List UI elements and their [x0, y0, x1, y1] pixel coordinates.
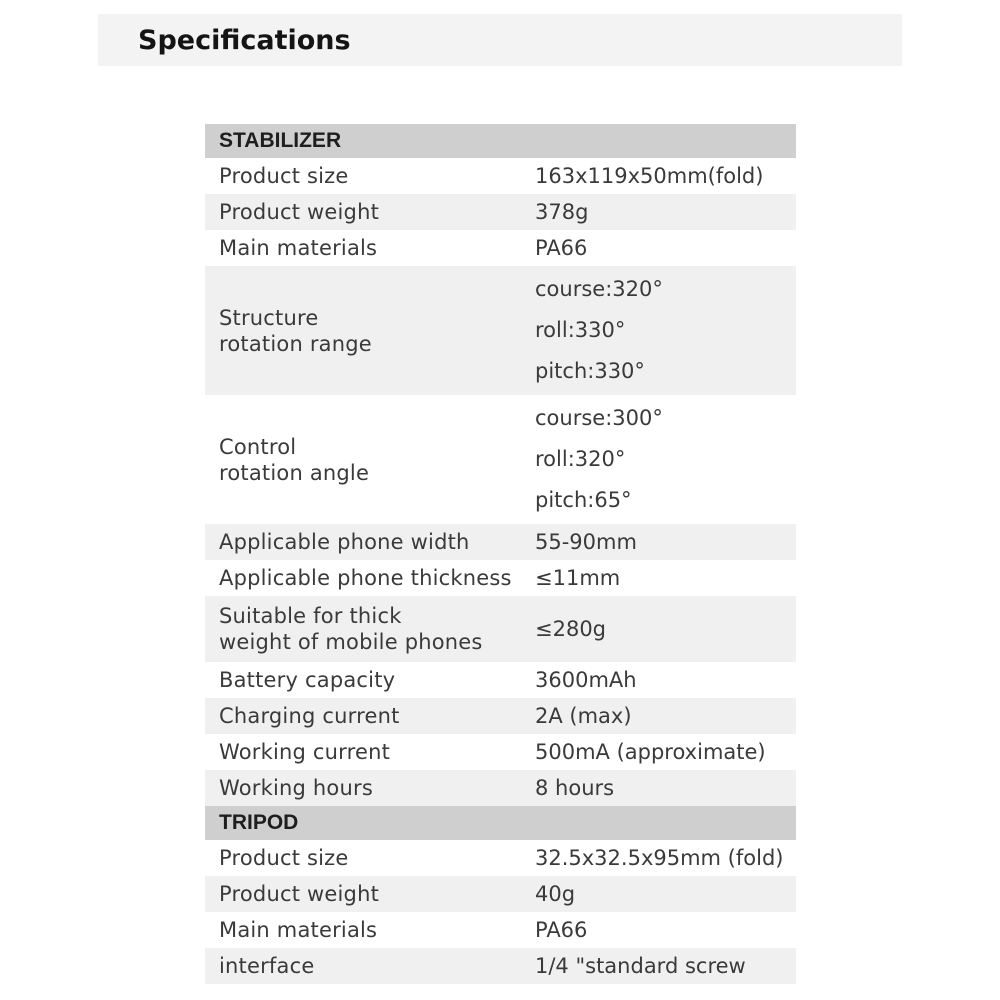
section-heading-stabilizer: STABILIZER: [205, 124, 796, 158]
spec-value: 32.5x32.5x95mm (fold): [535, 846, 784, 870]
spec-row: [205, 698, 796, 734]
spec-label: Product size: [219, 164, 349, 188]
spec-value: 3600mAh: [535, 668, 637, 692]
spec-row: [205, 840, 796, 876]
spec-row: [205, 734, 796, 770]
spec-value: pitch:65°: [535, 488, 632, 512]
spec-value-list: [535, 269, 796, 392]
spec-value: ≤11mm: [535, 566, 621, 590]
spec-label: Main materials: [219, 236, 378, 260]
spec-value: 378g: [535, 200, 589, 224]
spec-value: roll:320°: [535, 447, 626, 471]
spec-value: 1/4 "standard screw: [535, 954, 746, 978]
spec-label: interface: [219, 954, 315, 978]
spec-label: Product weight: [219, 200, 380, 224]
spec-label: Charging current: [219, 704, 400, 728]
spec-row: [205, 560, 796, 596]
spec-label: Working hours: [219, 776, 373, 800]
spec-value: 55-90mm: [535, 530, 637, 554]
spec-value: 2A (max): [535, 704, 632, 728]
spec-label: Applicable phone thickness: [219, 566, 512, 590]
spec-row: [205, 912, 796, 948]
spec-value: pitch:330°: [535, 359, 645, 383]
spec-label: Structure rotation range: [219, 305, 372, 356]
spec-row: [205, 662, 796, 698]
spec-label: Product size: [219, 846, 349, 870]
spec-value: PA66: [535, 918, 588, 942]
spec-value: course:320°: [535, 277, 663, 301]
spec-row: [205, 230, 796, 266]
spec-label: Working current: [219, 740, 391, 764]
spec-value: PA66: [535, 236, 588, 260]
spec-value: roll:330°: [535, 318, 626, 342]
spec-row: [205, 158, 796, 194]
page-header: [98, 14, 902, 66]
section-heading-tripod: TRIPOD: [205, 806, 796, 840]
spec-value: ≤280g: [535, 617, 607, 641]
spec-value: 8 hours: [535, 776, 615, 800]
spec-row: [205, 948, 796, 984]
spec-row: [205, 770, 796, 806]
spec-label: Battery capacity: [219, 668, 396, 692]
spec-row: [205, 266, 796, 395]
spec-label: Control rotation angle: [219, 434, 370, 485]
spec-row: [205, 524, 796, 560]
spec-value-list: [535, 398, 796, 521]
spec-row: [205, 395, 796, 524]
specs-table: [205, 124, 796, 984]
spec-label: Product weight: [219, 882, 380, 906]
spec-value: 40g: [535, 882, 576, 906]
spec-row: [205, 194, 796, 230]
spec-value: 500mA (approximate): [535, 740, 766, 764]
spec-value: 163x119x50mm(fold): [535, 164, 764, 188]
spec-label: Applicable phone width: [219, 530, 470, 554]
spec-row: [205, 596, 796, 662]
page-title: Specifications: [138, 25, 351, 56]
spec-label: Main materials: [219, 918, 378, 942]
spec-value: course:300°: [535, 406, 663, 430]
spec-row: [205, 876, 796, 912]
spec-label: Suitable for thick weight of mobile phones: [219, 604, 483, 654]
